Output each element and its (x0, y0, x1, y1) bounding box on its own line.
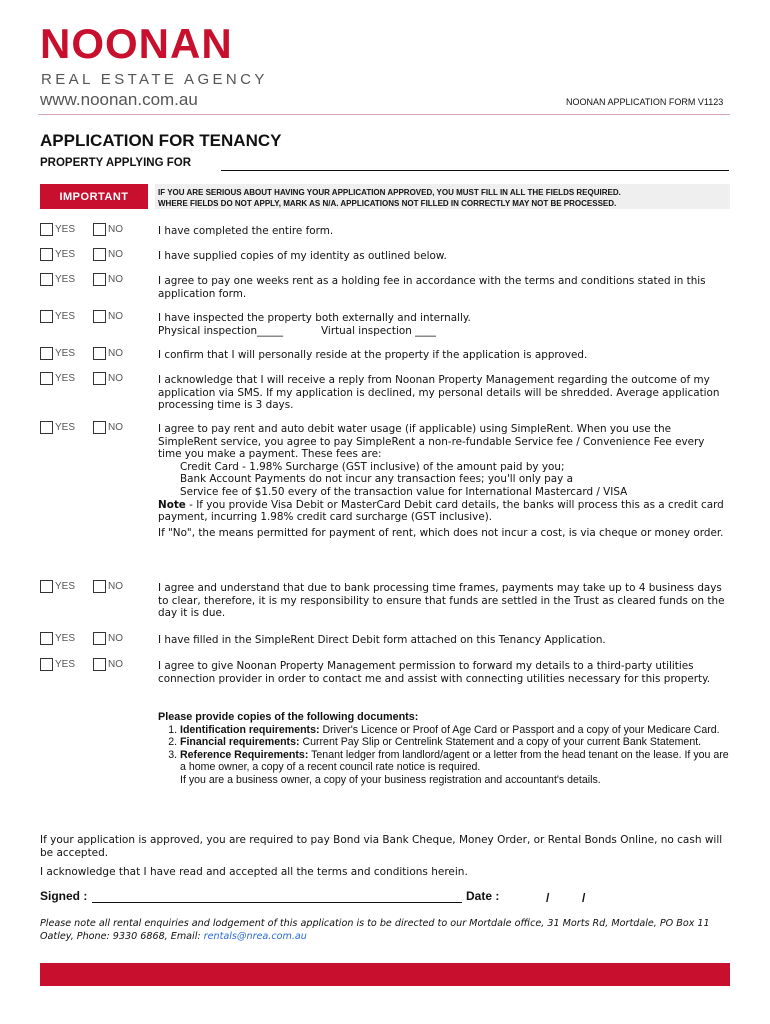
important-notice (155, 184, 730, 209)
statement-2: I have supplied copies of my identity as outlined below. (158, 250, 447, 262)
statement-8: I agree and understand that due to bank processing time frames, payments may take up to 4 business days to clear, therefore, it is my responsibility to ensure that funds are settled in the Trust as cleared funds on the day it is due. (158, 582, 725, 620)
document-item-text: Driver's Licence or Proof of Age Card or Passport and a copy of your Medicare Card. (319, 723, 720, 736)
fee-credit-card: Credit Card - 1.98% Surcharge (GST inclusive) of the amount paid by you; (180, 460, 565, 473)
fee-international: Service fee of $1.50 every of the transaction value for International Mastercard / VISA (180, 485, 628, 498)
date-label: Date : (466, 889, 500, 903)
yes-label: YES (55, 274, 76, 285)
yes-label: YES (55, 249, 76, 260)
yes-no-row-1 (40, 223, 150, 237)
email-link[interactable]: rentals@nrea.com.au (203, 930, 307, 942)
yes-no-row-4 (40, 310, 150, 324)
no-label: NO (108, 633, 123, 644)
document-item-text: Current Pay Slip or Centrelink Statement and a copy of your current Bank Statement. (299, 736, 702, 749)
document-item-label: Reference Requirements: (180, 748, 309, 761)
yes-label: YES (55, 422, 76, 433)
yes-checkbox[interactable] (40, 223, 53, 236)
important-label: IMPORTANT (40, 184, 148, 209)
document-item-text: Tenant ledger from landlord/agent or a letter from the head tenant on the lease. If you are a home owner, a copy of a recent council rate notice is required. (180, 748, 729, 774)
statement-1: I have completed the entire form. (158, 225, 334, 237)
no-label: NO (108, 581, 123, 592)
no-checkbox[interactable] (93, 580, 106, 593)
yes-checkbox[interactable] (40, 347, 53, 360)
statement-10: I agree to give Noonan Property Management permission to forward my details to a third-party utilities connection provider in order to contact me and assist with connecting utilities necessary for this property. (158, 660, 711, 685)
yes-label: YES (55, 659, 76, 670)
form-version: NOONAN APPLICATION FORM V1123 (566, 97, 724, 107)
no-checkbox[interactable] (93, 310, 106, 323)
no-label: NO (108, 311, 123, 322)
yes-no-row-9 (40, 632, 150, 646)
no-checkbox[interactable] (93, 273, 106, 286)
inspection-options (158, 325, 730, 338)
no-option-text: If "No", the means permitted for payment of rent, which does not incur a cost, is via cheque or money order. (158, 526, 724, 539)
no-checkbox[interactable] (93, 248, 106, 261)
statement-7 (158, 423, 730, 539)
acknowledgement-text: I acknowledge that I have read and accepted all the terms and conditions herein. (40, 866, 468, 878)
important-line-2: WHERE FIELDS DO NOT APPLY, MARK AS N/A. APPLICATIONS NOT FILLED IN CORRECTLY MAY NOT BE PROCESSED. (158, 199, 617, 208)
no-label: NO (108, 348, 123, 359)
yes-checkbox[interactable] (40, 421, 53, 434)
yes-no-row-10 (40, 658, 150, 672)
no-label: NO (108, 659, 123, 670)
statement-6: I acknowledge that I will receive a reply from Noonan Property Management regarding the outcome of my application via SMS. If my application is declined, my personal details will be shredded. Average application processing time is 3 days. (158, 374, 720, 412)
yes-checkbox[interactable] (40, 658, 53, 671)
statement-4-text: I have inspected the property both externally and internally. (158, 312, 471, 324)
note-label: Note (158, 498, 186, 511)
footer-bar (40, 963, 730, 986)
yes-no-row-6 (40, 372, 150, 386)
yes-no-row-7 (40, 421, 150, 435)
date-separator: / (546, 891, 550, 905)
page-title: APPLICATION FOR TENANCY (40, 131, 282, 150)
property-label: PROPERTY APPLYING FOR (40, 157, 192, 169)
documents-heading: Please provide copies of the following documents: (158, 711, 419, 723)
yes-no-row-5 (40, 347, 150, 361)
document-item (180, 724, 730, 737)
no-checkbox[interactable] (93, 632, 106, 645)
property-input-line[interactable] (221, 170, 729, 171)
header-divider (38, 114, 730, 115)
yes-no-row-8 (40, 580, 150, 594)
yes-no-row-3 (40, 273, 150, 287)
yes-checkbox[interactable] (40, 372, 53, 385)
no-checkbox[interactable] (93, 223, 106, 236)
website-url: www.noonan.com.au (40, 90, 198, 109)
yes-label: YES (55, 581, 76, 592)
document-item-text-2: If you are a business owner, a copy of your business registration and accountant's details. (180, 773, 601, 786)
yes-label: YES (55, 311, 76, 322)
no-label: NO (108, 422, 123, 433)
document-item (180, 736, 730, 749)
statement-4 (158, 312, 730, 337)
document-item-label: Financial requirements: (180, 736, 300, 749)
no-label: NO (108, 224, 123, 235)
statement-3: I agree to pay one weeks rent as a holding fee in accordance with the terms and conditions stated in this application form. (158, 275, 706, 300)
signed-label: Signed : (40, 889, 88, 903)
debit-card-note (158, 499, 730, 524)
fee-bank-account: Bank Account Payments do not incur any transaction fees; you'll only pay a (180, 473, 573, 486)
no-label: NO (108, 373, 123, 384)
lodgement-note (40, 918, 730, 943)
yes-checkbox[interactable] (40, 273, 53, 286)
statement-5: I confirm that I will personally reside at the property if the application is approved. (158, 349, 588, 361)
no-checkbox[interactable] (93, 658, 106, 671)
signature-line[interactable] (92, 902, 462, 903)
yes-checkbox[interactable] (40, 310, 53, 323)
bond-text: If your application is approved, you are required to pay Bond via Bank Cheque, Money Order, or Rental Bonds Online, no cash will be accepted. (40, 834, 723, 859)
no-checkbox[interactable] (93, 421, 106, 434)
document-item (180, 749, 730, 787)
yes-checkbox[interactable] (40, 580, 53, 593)
no-label: NO (108, 249, 123, 260)
note-body: Please note all rental enquiries and lodgement of this application is to be directed to our Mortdale office, 31 Morts Rd, Mortdale, PO Box 11 Oatley, Phone: 9330 6868, Email: (40, 918, 710, 942)
logo-tagline: REAL ESTATE AGENCY (41, 71, 268, 88)
important-line-1: IF YOU ARE SERIOUS ABOUT HAVING YOUR APPLICATION APPROVED, YOU MUST FILL IN ALL THE FIELDS REQUIRED. (158, 188, 621, 197)
note-text: - If you provide Visa Debit or MasterCard Debit card details, the banks will process this as a credit card payment, incurring 1.98% credit card surcharge (GST inclusive). (158, 498, 724, 524)
yes-label: YES (55, 633, 76, 644)
no-label: NO (108, 274, 123, 285)
yes-checkbox[interactable] (40, 248, 53, 261)
document-item-label: Identification requirements: (180, 723, 320, 736)
documents-section (158, 711, 730, 787)
yes-label: YES (55, 224, 76, 235)
yes-checkbox[interactable] (40, 632, 53, 645)
statement-9: I have filled in the SimpleRent Direct Debit form attached on this Tenancy Application. (158, 634, 606, 646)
date-separator: / (582, 891, 586, 905)
noonan-logo: NOONAN (40, 20, 233, 67)
no-checkbox[interactable] (93, 347, 106, 360)
yes-no-row-2 (40, 248, 150, 262)
no-checkbox[interactable] (93, 372, 106, 385)
virtual-inspection[interactable]: Virtual inspection ____ (321, 324, 436, 337)
yes-label: YES (55, 373, 76, 384)
simplerent-intro: I agree to pay rent and auto debit water usage (if applicable) using SimpleRent. When you use the SimpleRent service, you agree to pay SimpleRent a non-re-fundable Service fee / Convenience Fee every time you make a payment. These fees are: (158, 423, 705, 461)
physical-inspection[interactable]: Physical inspection_____ (158, 324, 284, 337)
yes-label: YES (55, 348, 76, 359)
